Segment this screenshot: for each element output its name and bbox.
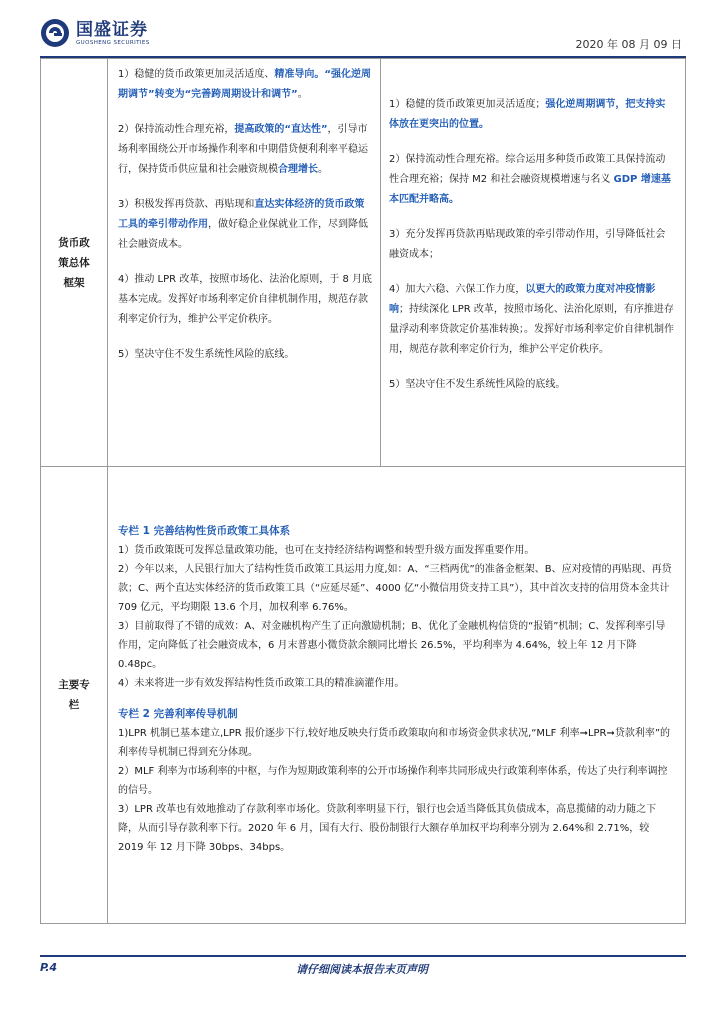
framework-left-item xyxy=(118,270,372,330)
body-text: 4）推动 LPR 改革，按照市场化、法治化原则，于 8 月底基本完成。发挥好市场利率定价自律机制作用，规范存款利率定价行为，维护公平定价秩序。 xyxy=(118,274,372,325)
body-text: ，引导市场利率围绕公开市场操作利率和中期借贷便利利率平稳运行，保持货币供应量和社会融资规模 xyxy=(118,124,368,175)
framework-right-column xyxy=(381,59,685,401)
framework-right-cell xyxy=(381,59,686,467)
highlight-text: 直达实体经济的货币政策工具的牵引带动作用 xyxy=(118,199,365,230)
policy-table xyxy=(40,58,686,924)
report-date: 2020 年 08 月 09 日 xyxy=(575,38,682,51)
page-number: P.4 xyxy=(40,961,58,974)
highlight-text: 以更大的政策力度对冲疫情影响 xyxy=(389,284,656,315)
logo-english-name: GUOSHENG SECURITIES xyxy=(76,39,150,46)
box2-paragraph: 2）MLF 利率为市场利率的中枢，与作为短期政策利率的公开市场操作利率共同形成央行政策利率体系，传达了央行利率调控的信号。 xyxy=(118,766,668,796)
special-label: 主要专栏 xyxy=(58,679,90,711)
body-text: ；持续深化 LPR 改革，按照市场化、法治化原则，有序推进存量浮动利率贷款定价基准转换；。发挥好市场利率定价自律机制作用，规范存款利率定价行为，维护公平定价秩序。 xyxy=(389,304,674,355)
framework-left-item xyxy=(118,195,372,255)
highlight-text: 精准导向。 xyxy=(274,69,325,80)
highlight-text: 合理增长 xyxy=(278,164,318,175)
body-text: 5）坚决守住不发生系统性风险的底线。 xyxy=(118,349,295,360)
framework-right-item xyxy=(389,150,675,210)
brand-logo xyxy=(40,18,150,48)
box1-paragraph: 1）货币政策既可发挥总量政策功能，也可在支持经济结构调整和转型升级方面发挥重要作用。 xyxy=(118,545,535,556)
box-spacer xyxy=(118,693,675,705)
framework-right-item xyxy=(389,95,675,135)
box2-paragraph: 3）LPR 改革也有效地推动了存款利率市场化。贷款利率明显下行，银行也会适当降低其负债成本，高息揽储的动力随之下降，从而引导存款利率下行。2020 年 6 月，国有大行、股份制银行大额存单加权平均利率分别为 2.64%和 2.71%，较 2019 年 12 月下降 30bps、34bps。 xyxy=(118,804,657,853)
box1-paragraph: 2）今年以来，人民银行加大了结构性货币政策工具运用力度,如：A、“三档两优”的准备金框架、B、应对疫情的再贴现、再贷款；C、两个直达实体经济的货币政策工具（“应延尽延”、4000 亿“小微信用贷支持工具”），其中首次支持的信用贷本金共计 709 亿元，平均期限 13.6 个月，加权利率 6.76%。 xyxy=(118,564,672,613)
box1-paragraph: 3）目前取得了不错的成效：A、对金融机构产生了正向激励机制；B、优化了金融机构信贷的“报销”机制；C、发挥利率引导作用，定向降低了社会融资成本，6 月末普惠小微贷款余额同比增长 26.5%，平均利率为 4.64%，较上年 12 月下降 0.48pc。 xyxy=(118,621,666,670)
framework-right-item xyxy=(389,280,675,360)
framework-left-item xyxy=(118,120,372,180)
body-text: 5）坚决守住不发生系统性风险的底线。 xyxy=(389,379,566,390)
framework-right-item xyxy=(389,225,675,265)
special-content xyxy=(108,467,685,867)
framework-right-item xyxy=(389,375,675,395)
body-text: 1）稳健的货币政策更加灵活适度； xyxy=(389,99,546,110)
box2-paragraph: 1)LPR 机制已基本建立,LPR 报价逐步下行,较好地反映央行货币政策取向和市场资金供求状况,“MLF 利率➞LPR➞贷款利率”的利率传导机制已得到充分体现。 xyxy=(118,728,671,758)
highlight-text: GDP 增速基本匹配并略高。 xyxy=(389,174,671,205)
logo-chinese-name: 国盛证券 xyxy=(76,19,148,40)
special-row xyxy=(41,467,686,924)
body-text: 1）稳健的货币政策更加灵活适度、 xyxy=(118,69,275,80)
body-text: 3）充分发挥再贷款再贴现政策的牵引带动作用，引导降低社会融资成本； xyxy=(389,229,666,260)
box1-title: 专栏 1 完善结构性货币政策工具体系 xyxy=(118,525,291,537)
body-text: 2）保持流动性合理充裕， xyxy=(118,124,235,135)
highlight-text: “强化逆周期调节”转变为“完善跨周期设计和调节” xyxy=(118,69,371,100)
framework-left-item xyxy=(118,345,372,365)
highlight-text: 强化逆周期调节，把支持实体放在更突出的位置。 xyxy=(389,99,666,130)
guosheng-logo-icon xyxy=(40,18,70,48)
body-text: 。 xyxy=(318,164,328,175)
box1-paragraph: 4）未来将进一步有效发挥结构性货币政策工具的精准滴灌作用。 xyxy=(118,678,405,689)
highlight-text: 提高政策的“直达性” xyxy=(234,124,328,135)
framework-left-item xyxy=(118,65,372,105)
framework-left-cell xyxy=(108,59,381,467)
body-text: 。 xyxy=(297,89,308,100)
framework-left-column xyxy=(108,59,380,371)
body-text: ，做好稳企业保就业工作，尽到降低社会融资成本。 xyxy=(118,219,368,250)
body-text: 3）积极发挥再贷款、再贴现和 xyxy=(118,199,255,210)
body-text: 4）加大六稳、六保工作力度， xyxy=(389,284,526,295)
framework-label-cell xyxy=(41,59,108,467)
body-text: 2）保持流动性合理充裕。综合运用多种货币政策工具保持流动性合理充裕；保持 M2 和社会融资规模增速与名义 xyxy=(389,154,666,185)
special-label-cell xyxy=(41,467,108,924)
framework-row xyxy=(41,59,686,467)
framework-label: 货币政策总体框架 xyxy=(58,236,90,289)
special-content-cell xyxy=(108,467,686,924)
disclaimer-note: 请仔细阅读本报告末页声明 xyxy=(296,963,428,976)
box2-title: 专栏 2 完善利率传导机制 xyxy=(118,708,238,720)
footer-divider xyxy=(40,955,686,957)
